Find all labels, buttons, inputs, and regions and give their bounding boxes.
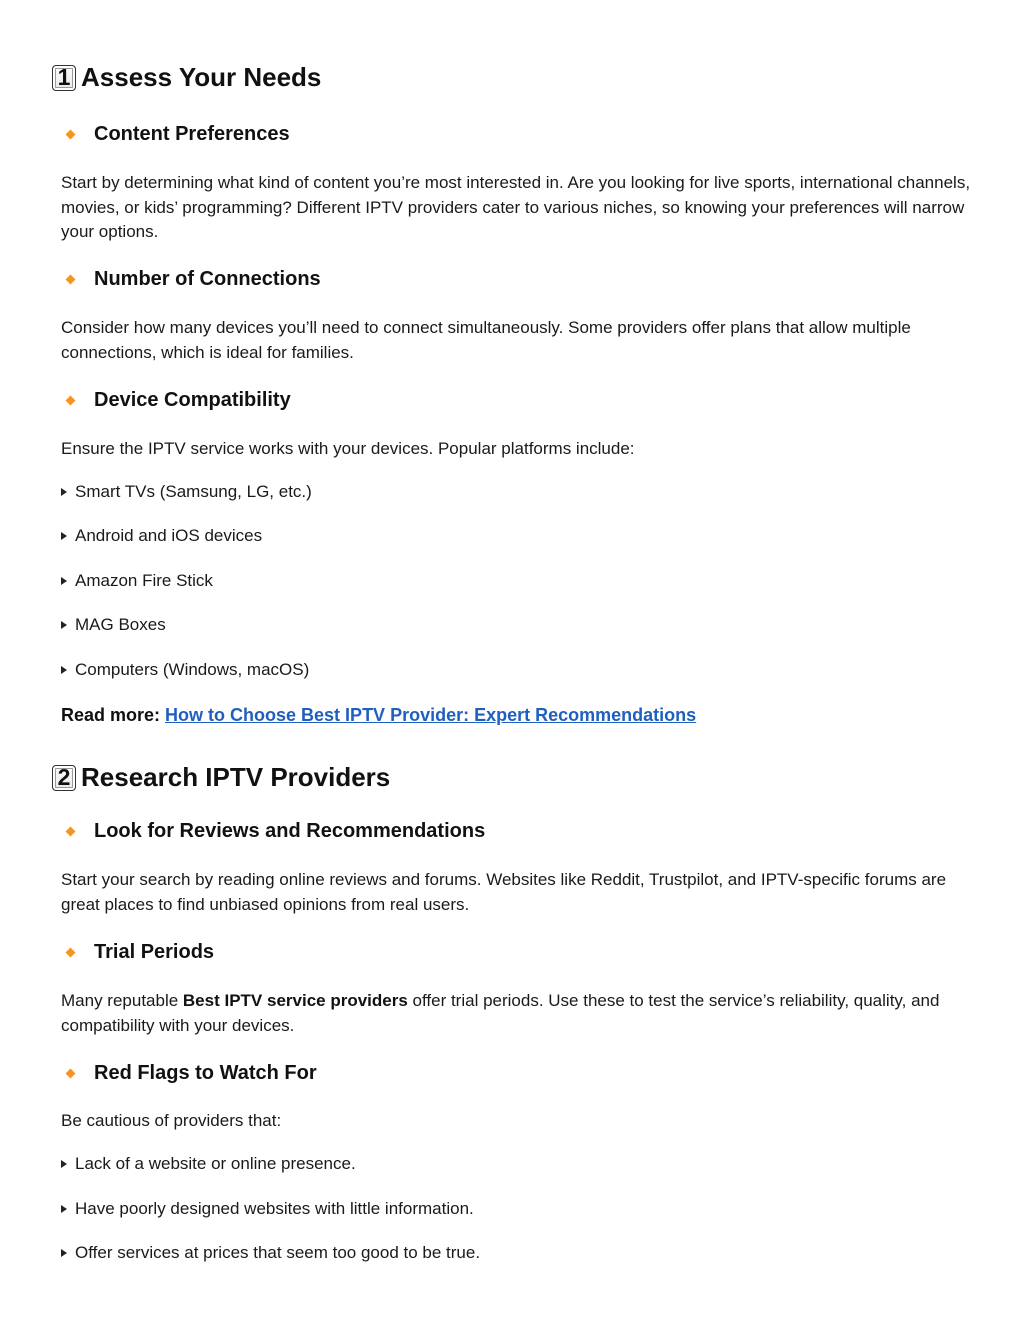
triangle-bullet-icon — [61, 488, 67, 496]
bold-keyword: Best IPTV service providers — [182, 991, 408, 1010]
triangle-bullet-icon — [61, 621, 67, 629]
diamond-icon — [66, 130, 76, 140]
number-2-icon: 2 — [52, 765, 76, 791]
list-item: Offer services at prices that seem too good to be true. — [61, 1243, 480, 1263]
subheading-trial-periods: Trial Periods — [67, 941, 214, 964]
triangle-bullet-icon — [61, 577, 67, 585]
triangle-bullet-icon — [61, 532, 67, 540]
list-item: Android and iOS devices — [61, 526, 262, 546]
paragraph-reviews: Start your search by reading online reviews and forums. Websites like Reddit, Trustpilot, and IPTV-specific forums are great places to find unbiased opinions from real users. — [61, 870, 947, 914]
paragraph-red-flags: Be cautious of providers that: — [61, 1111, 282, 1130]
number-1-icon: 1 — [52, 65, 76, 91]
triangle-bullet-icon — [61, 1160, 67, 1168]
subheading-device-compatibility: Device Compatibility — [67, 389, 291, 412]
paragraph-content-preferences: Start by determining what kind of content you’re most interested in. Are you looking for live sports, international channels, movies, or kids’ programming? Different IPTV providers cater to various niches, so knowing your preferences will narrow your options. — [61, 173, 971, 241]
list-item: Smart TVs (Samsung, LG, etc.) — [61, 482, 312, 502]
list-item: Have poorly designed websites with little information. — [61, 1199, 474, 1219]
section-2-heading — [52, 762, 390, 793]
list-item: Computers (Windows, macOS) — [61, 660, 309, 680]
diamond-icon — [66, 396, 76, 406]
diamond-icon — [66, 948, 76, 958]
section-1-heading — [52, 62, 321, 93]
read-more-label: Read more: — [61, 705, 161, 725]
section-1-title: Assess Your Needs — [81, 62, 322, 92]
paragraph-trial-periods: Many reputable Best IPTV service providers offer trial periods. Use these to test the service’s reliability, quality, and compatibility with your devices. — [61, 991, 940, 1035]
section-2-title: Research IPTV Providers — [81, 762, 391, 792]
subheading-number-of-connections: Number of Connections — [67, 268, 321, 291]
triangle-bullet-icon — [61, 666, 67, 674]
read-more-link[interactable]: How to Choose Best IPTV Provider: Expert Recommendations — [165, 705, 697, 725]
diamond-icon — [66, 827, 76, 837]
triangle-bullet-icon — [61, 1205, 67, 1213]
list-item: Lack of a website or online presence. — [61, 1154, 356, 1174]
diamond-icon — [66, 1069, 76, 1079]
subheading-reviews: Look for Reviews and Recommendations — [67, 820, 485, 843]
list-item: MAG Boxes — [61, 615, 166, 635]
triangle-bullet-icon — [61, 1249, 67, 1257]
subheading-content-preferences: Content Preferences — [67, 123, 290, 146]
read-more — [61, 705, 696, 726]
list-item: Amazon Fire Stick — [61, 571, 213, 591]
paragraph-device-compatibility: Ensure the IPTV service works with your devices. Popular platforms include: — [61, 439, 635, 458]
diamond-icon — [66, 275, 76, 285]
paragraph-number-of-connections: Consider how many devices you’ll need to connect simultaneously. Some providers offer plans that allow multiple connections, which is ideal for families. — [61, 318, 911, 362]
subheading-red-flags: Red Flags to Watch For — [67, 1062, 317, 1085]
